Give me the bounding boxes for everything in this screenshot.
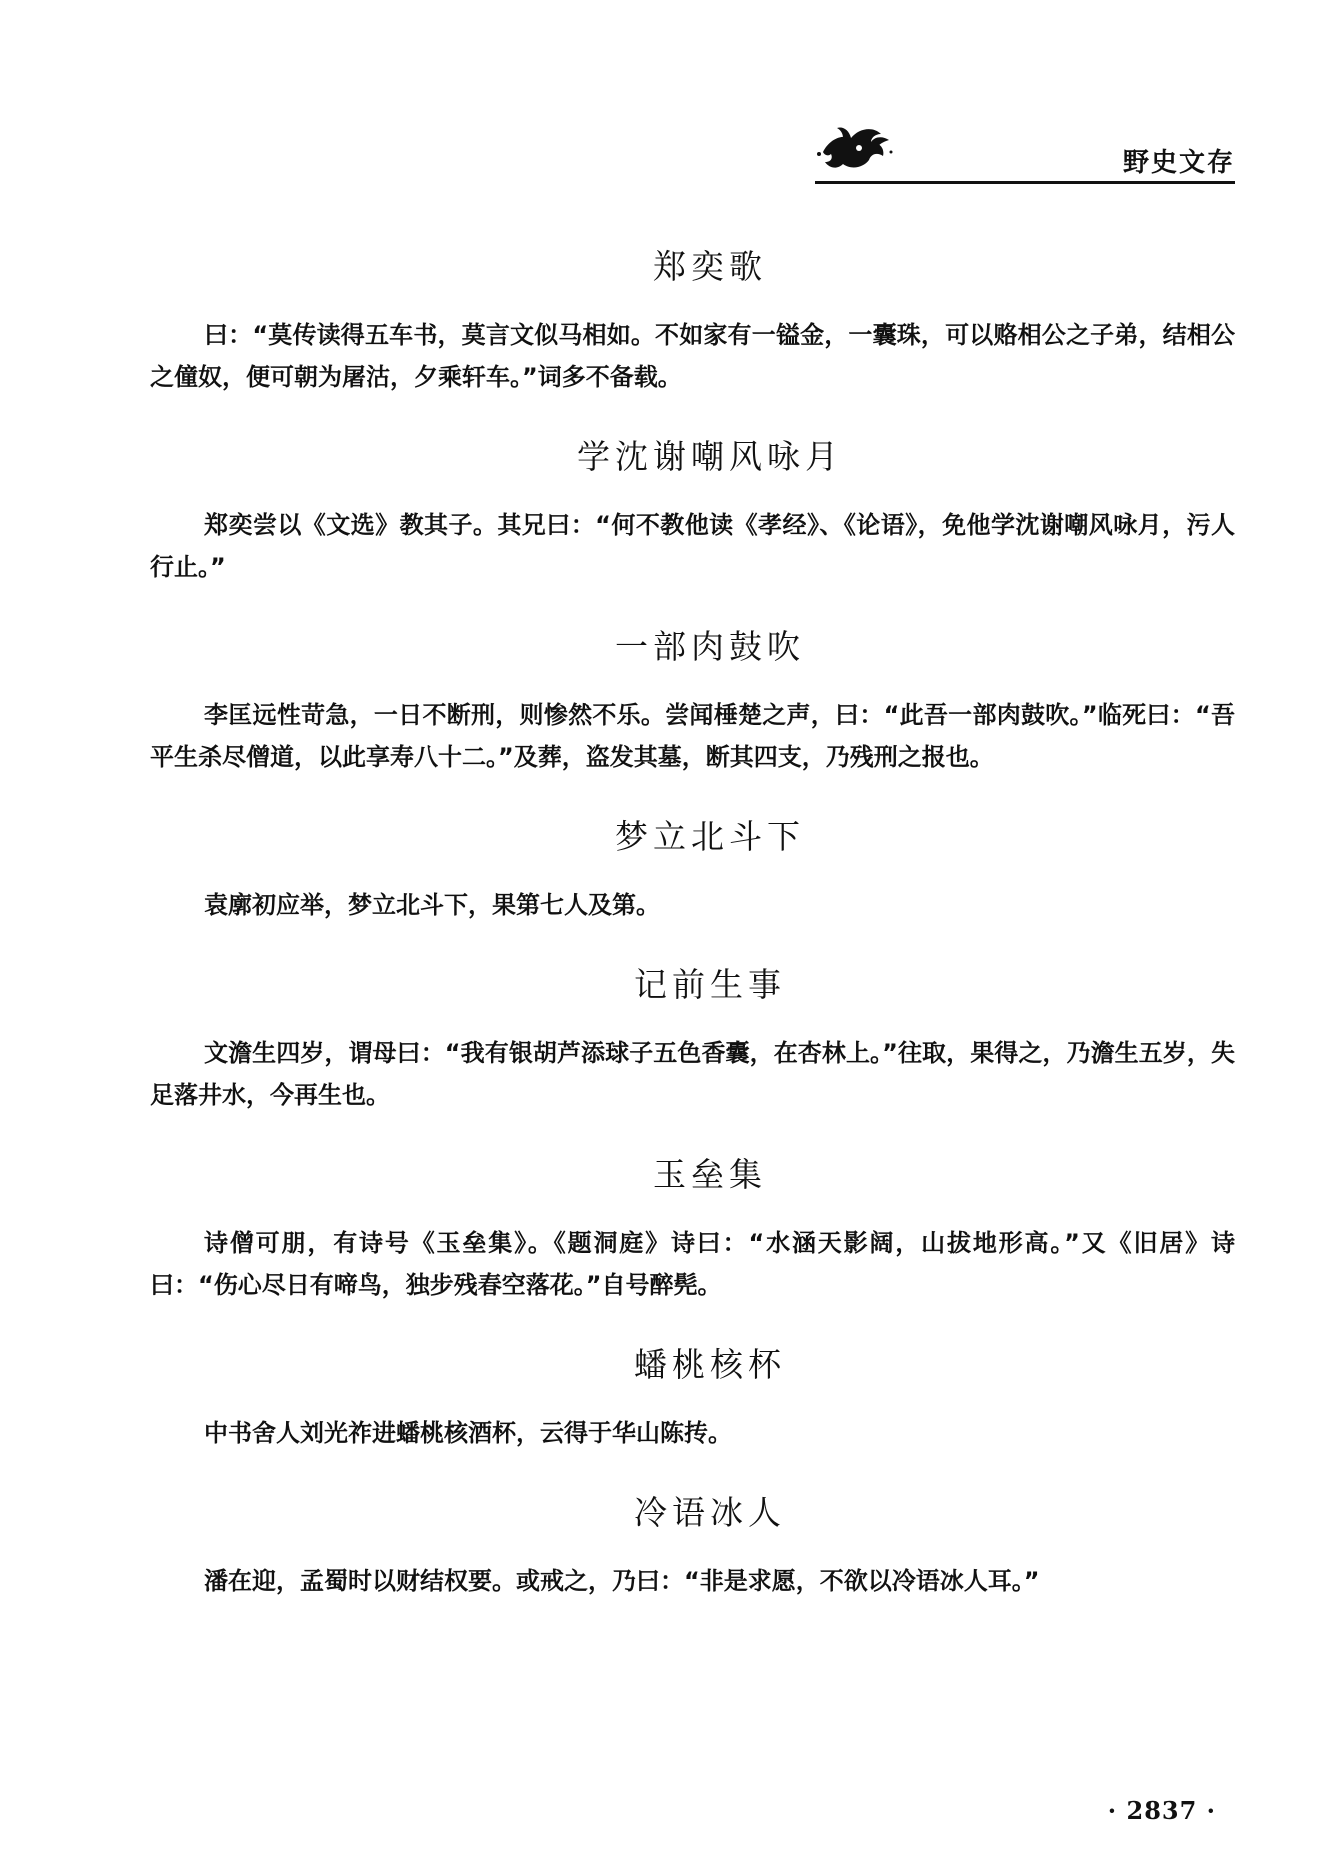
entry-title: 郑奕歌 [653, 247, 767, 286]
entry [150, 422, 1235, 588]
entry [150, 1330, 1235, 1454]
entry-title: 一部肉鼓吹 [615, 627, 805, 666]
page-number: · 2837 · [1107, 1796, 1216, 1825]
entry-title: 记前生事 [634, 965, 786, 1004]
entry [150, 1478, 1235, 1602]
header-rule [815, 181, 1235, 184]
entry [150, 802, 1235, 926]
entry [150, 1140, 1235, 1306]
entry-text: 李匡远性苛急，一日不断刑，则惨然不乐。尝闻棰楚之声，曰：“此吾一部肉鼓吹。”临死曰：“吾平生杀尽僧道，以此享寿八十二。”及葬，盗发其墓，断其四支，乃残刑之报也。 [150, 701, 1235, 771]
entry-title: 玉垒集 [653, 1155, 767, 1194]
entry [150, 612, 1235, 778]
entry [150, 950, 1235, 1116]
entry-text: 诗僧可朋，有诗号《玉垒集》。《题洞庭》诗曰：“水涵天影阔，山拔地形高。”又《旧居》诗曰：“伤心尽日有啼鸟，独步残春空落花。”自号醉髡。 [150, 1229, 1235, 1299]
entry [150, 232, 1235, 398]
entry-text: 潘在迎，孟蜀时以财结权要。或戒之，乃曰：“非是求愿，不欲以冷语冰人耳。” [204, 1567, 1040, 1595]
entry-title: 梦立北斗下 [615, 817, 805, 856]
entry-text: 袁廓初应举，梦立北斗下，果第七人及第。 [204, 891, 660, 919]
running-title: 野史文存 [1122, 148, 1235, 178]
page-body [150, 232, 1235, 1626]
entry-text: 郑奕尝以《文选》教其子。其兄曰：“何不教他读《孝经》、《论语》，免他学沈谢嘲风咏月，污人行止。” [150, 511, 1235, 581]
entry-text: 曰：“莫传读得五车书，莫言文似马相如。不如家有一镒金，一囊珠，可以赂相公之子弟，结相公之僮奴，便可朝为屠沽，夕乘轩车。”词多不备载。 [150, 321, 1235, 391]
dragon-emblem-icon [815, 118, 895, 178]
entry-title: 冷语冰人 [634, 1493, 786, 1532]
entry-text: 中书舍人刘光祚进蟠桃核酒杯，云得于华山陈抟。 [204, 1419, 732, 1447]
entry-title: 蟠桃核杯 [634, 1345, 786, 1384]
page-header [815, 118, 1235, 188]
entry-title: 学沈谢嘲风咏月 [577, 437, 843, 476]
entry-text: 文澹生四岁，谓母曰：“我有银胡芦添球子五色香囊，在杏林上。”往取，果得之，乃澹生五岁，失足落井水，今再生也。 [150, 1039, 1235, 1109]
